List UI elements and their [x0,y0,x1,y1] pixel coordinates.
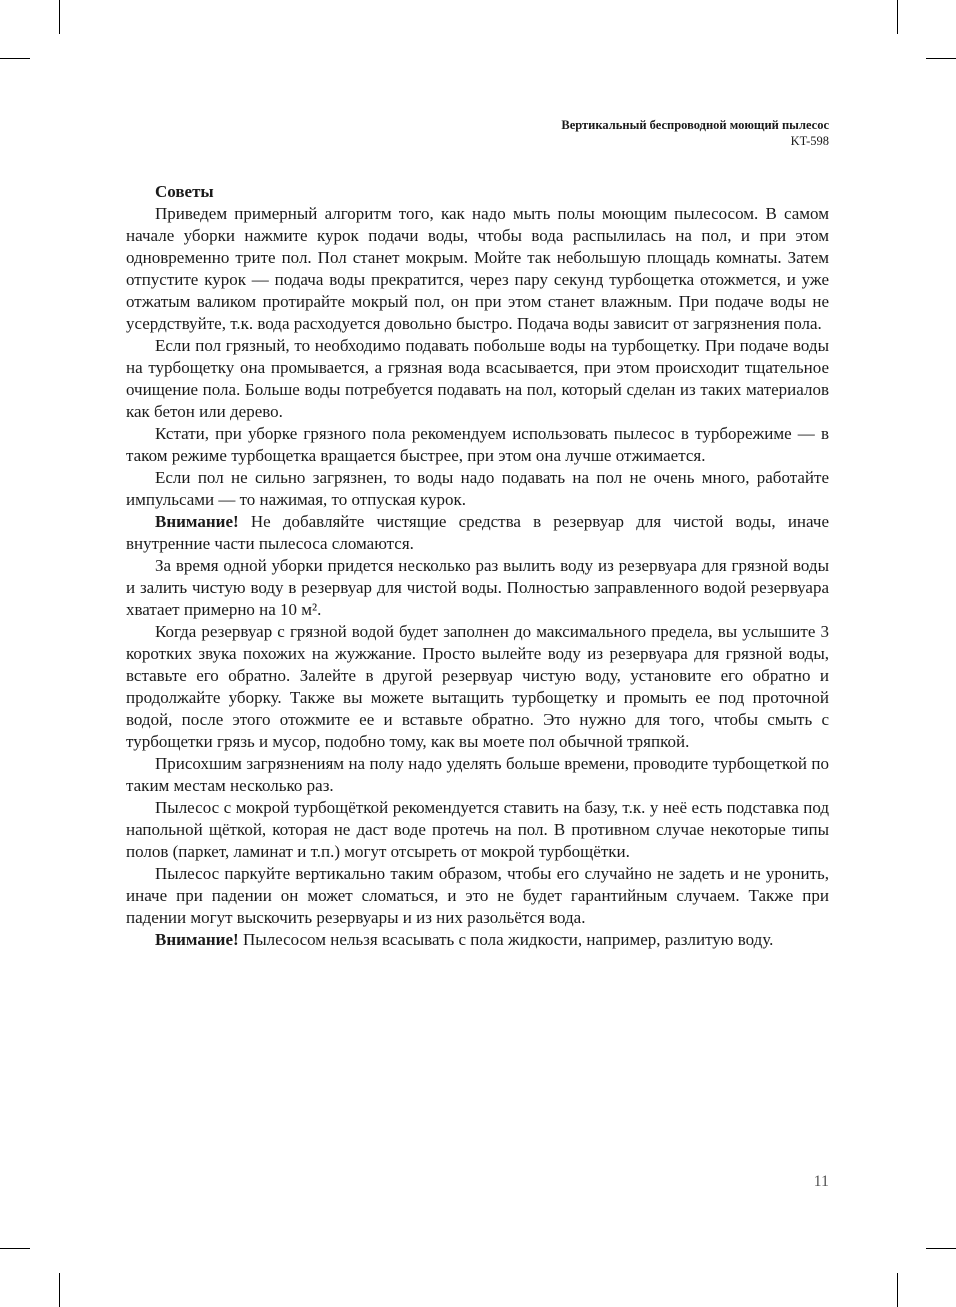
section-tips [126,181,829,951]
section-heading: Советы [155,182,214,201]
paragraph-text: Не добавляйте чистящие средства в резервуар для чистой воды, иначе внутренние части пылесоса сломаются. [126,512,829,553]
paragraph-text: Пылесос с мокрой турбощёткой рекомендуется ставить на базу, т.к. у неё есть подставка под напольной щёткой, которая не даст воде протечь на пол. В противном случае некоторые типы полов (паркет, ламинат и т.п.) могут отсыреть от мокрой турбощётки. [126,798,829,861]
paragraph [126,555,829,621]
paragraph-text: Приведем примерный алгоритм того, как надо мыть полы моющим пылесосом. В самом начале уборки нажмите курок подачи воды, чтобы вода распылилась на пол, и при этом одновременно трите пол. Пол станет мокрым. Мойте так небольшую площадь комнаты. Затем отпустите курок — подача воды прекратится, через пару секунд турбощетка отожмется, и уже отжатым валиком протирайте мокрый пол, он при этом станет влажным. При подаче воды не усердствуйте, т.к. вода расходуется довольно быстро. Подача воды зависит от загрязнения пола. [126,204,829,333]
paragraph-text: Пылесос паркуйте вертикально таким образом, чтобы его случайно не задеть и не уронить, иначе при падении он может сломаться, и это не будет гарантийным случаем. Также при падении могут выскочить резервуары и из них разольётся вода. [126,864,829,927]
crop-mark-top-left [59,0,60,34]
paragraph [126,467,829,511]
paragraph [126,335,829,423]
crop-mark-bottom-right [897,1273,898,1307]
paragraph-text: Кстати, при уборке грязного пола рекомендуем использовать пылесос в турборежиме — в таком режиме турбощетка вращается быстрее, при этом она лучше отжимается. [126,424,829,465]
paragraph [126,797,829,863]
paragraph [126,753,829,797]
paragraph-text: Когда резервуар с грязной водой будет заполнен до максимального предела, вы услышите 3 коротких звука похожих на жужжание. Просто вылейте воду из резервуара для грязной воды, вставьте его обратно. Залейте в другой резервуар чистую воду, установите его обратно и продолжайте уборку. Также вы можете вытащить турбощетку и промыть ее под проточной водой, после этого отожмите ее и вставьте обратно. Это нужно для того, чтобы смыть с турбощетки грязь и мусор, подобно тому, как вы моете пол обычной тряпкой. [126,622,829,751]
paragraph-text: За время одной уборки придется несколько раз вылить воду из резервуара для грязной воды и залить чистую воду в резервуар для чистой воды. Полностью заправленного водой резервуара хватает примерно на 10 м². [126,556,829,619]
warning-label: Внимание! [155,512,239,531]
warning-label: Внимание! [155,930,239,949]
page-number: 11 [813,1173,829,1190]
paragraph [126,423,829,467]
crop-mark-bottom-left-h [0,1248,30,1249]
crop-mark-bottom-left [59,1273,60,1307]
running-header [561,117,829,149]
crop-mark-top-right [897,0,898,34]
crop-mark-top-right-h [926,58,956,59]
paragraph [126,863,829,929]
paragraph-text: Пылесосом нельзя всасывать с пола жидкости, например, разлитую воду. [238,930,774,949]
warning-paragraph [126,929,829,951]
paragraph [126,621,829,753]
paragraph [126,203,829,335]
header-title: Вертикальный беспроводной моющий пылесос [561,118,829,132]
paragraph-text: Присохшим загрязнениям на полу надо уделять больше времени, проводите турбощеткой по таким местам несколько раз. [126,754,829,795]
header-model: KT-598 [790,134,829,148]
crop-mark-top-left-h [0,58,30,59]
paragraph-text: Если пол грязный, то необходимо подавать побольше воды на турбощетку. При подаче воды на турбощетку она промывается, а грязная вода всасывается, при этом происходит тщательное очищение пола. Больше воды потребуется подавать на пол, который сделан из таких материалов как бетон или дерево. [126,336,829,421]
warning-paragraph [126,511,829,555]
paragraph-text: Если пол не сильно загрязнен, то воды надо подавать на пол не очень много, работайте импульсами — то нажимая, то отпуская курок. [126,468,829,509]
crop-mark-bottom-right-h [926,1248,956,1249]
